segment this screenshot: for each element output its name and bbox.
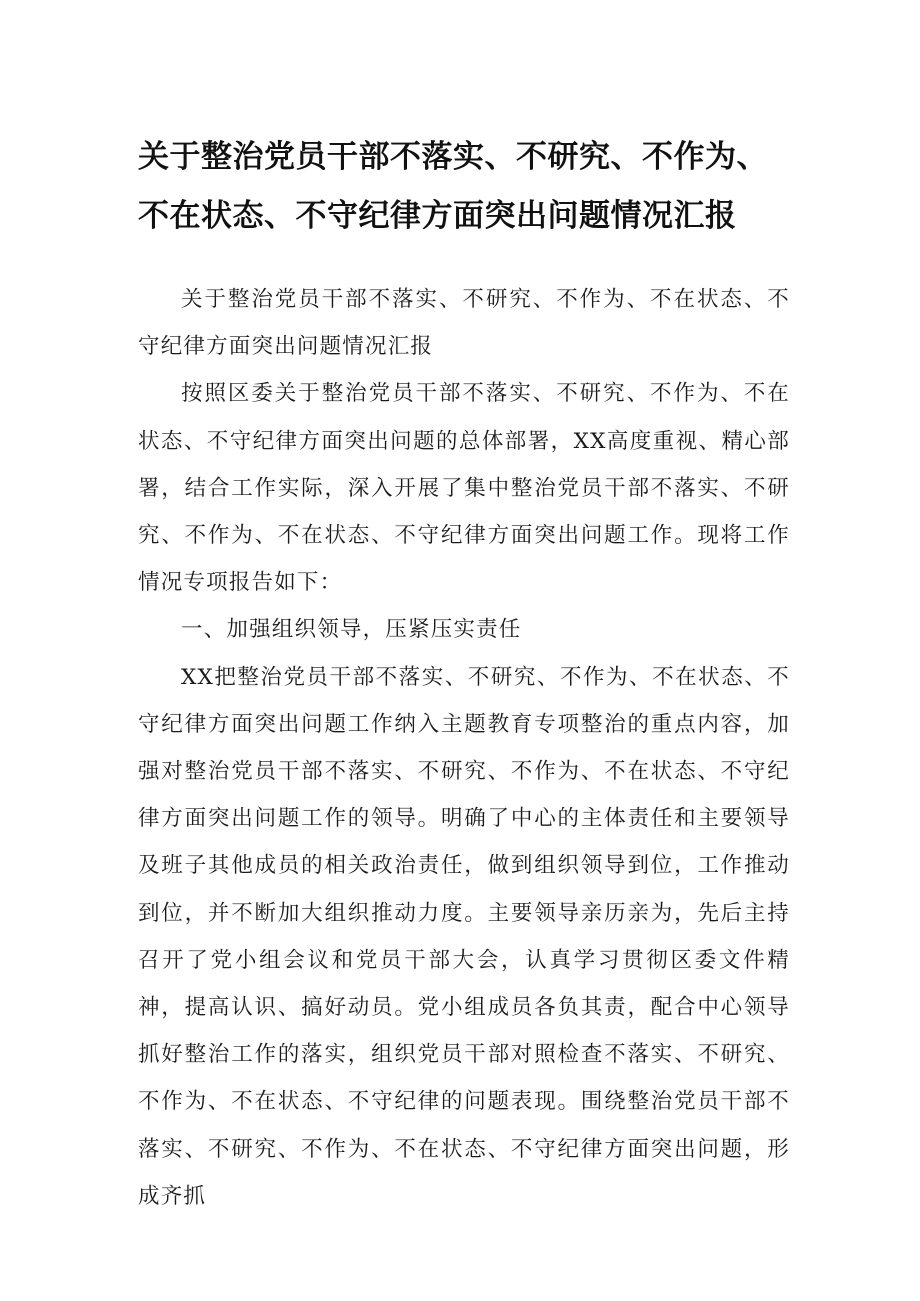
- document-title: 关于整治党员干部不落实、不研究、不作为、不在状态、不守纪律方面突出问题情况汇报: [138, 139, 768, 234]
- paragraph-intro: 按照区委关于整治党员干部不落实、不研究、不作为、不在状态、不守纪律方面突出问题的总体部署，XX高度重视、精心部署，结合工作实际，深入开展了集中整治党员干部不落实、不研究、不作为、不在状态、不守纪律方面突出问题工作。现将工作情况专项报告如下：: [138, 381, 790, 596]
- section-heading-1: 一、加强组织领导，压紧压实责任: [181, 617, 522, 643]
- paragraph-section-1: XX把整治党员干部不落实、不研究、不作为、不在状态、不守纪律方面突出问题工作纳入主题教育专项整治的重点内容，加强对整治党员干部不落实、不研究、不作为、不在状态、不守纪律方面突出问题工作的领导。明确了中心的主体责任和主要领导及班子其他成员的相关政治责任，做到组织领导到位，工作推动到位，并不断加大组织推动力度。主要领导亲历亲为，先后主持召开了党小组会议和党员干部大会，认真学习贯彻区委文件精神，提高认识、搞好动员。党小组成员各负其责，配合中心领导抓好整治工作的落实，组织党员干部对照检查不落实、不研究、不作为、不在状态、不守纪律的问题表现。围绕整治党员干部不落实、不研究、不作为、不在状态、不守纪律方面突出问题，形成齐抓: [138, 664, 790, 1209]
- document-body: [138, 276, 790, 1220]
- paragraph-subtitle: 关于整治党员干部不落实、不研究、不作为、不在状态、不守纪律方面突出问题情况汇报: [138, 287, 790, 360]
